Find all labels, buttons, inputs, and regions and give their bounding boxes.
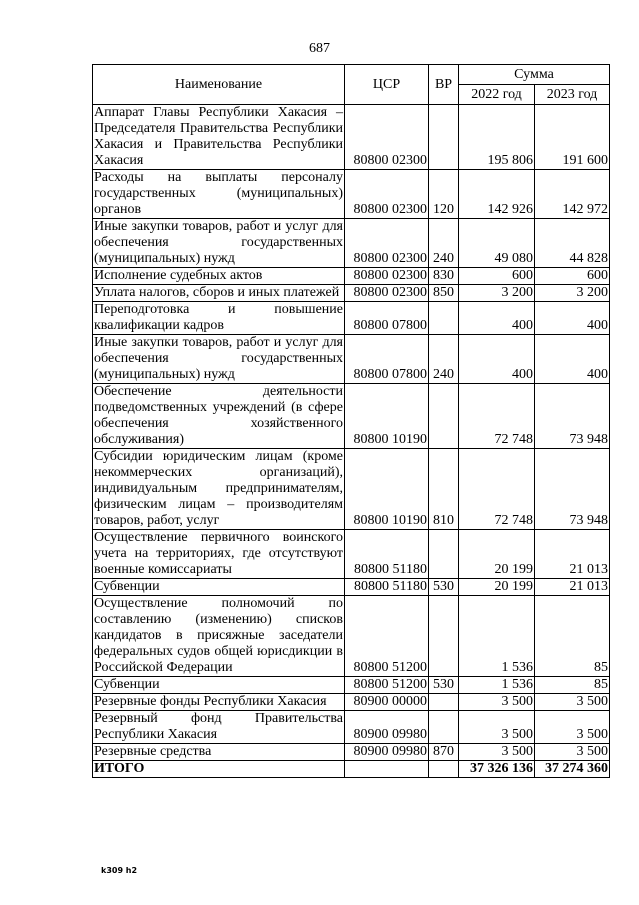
- table-row: [93, 384, 610, 449]
- row-sum-2023: 85: [535, 596, 610, 677]
- row-vr: 120: [429, 170, 459, 219]
- row-name: Субвенции: [93, 579, 345, 596]
- budget-table: [92, 64, 610, 778]
- row-csr: 80800 51200: [345, 677, 429, 694]
- row-sum-2022: 20 199: [459, 579, 535, 596]
- row-sum-2022: 72 748: [459, 449, 535, 530]
- total-2023: 37 274 360: [535, 761, 610, 778]
- row-vr: 870: [429, 744, 459, 761]
- row-csr: 80800 51180: [345, 530, 429, 579]
- table-body: [93, 105, 610, 761]
- row-name: Резервные фонды Республики Хакасия: [93, 694, 345, 711]
- row-name: Расходы на выплаты персоналу государственных (муниципальных) органов: [94, 170, 343, 217]
- row-vr: [429, 596, 459, 677]
- row-sum-2023: 3 500: [535, 694, 610, 711]
- row-vr: 810: [429, 449, 459, 530]
- table-row: [93, 335, 610, 384]
- total-label: ИТОГО: [93, 761, 345, 778]
- table-row: [93, 219, 610, 268]
- header-vr: ВР: [429, 65, 459, 105]
- row-csr: 80800 51180: [345, 579, 429, 596]
- row-sum-2023: 85: [535, 677, 610, 694]
- total-2022: 37 326 136: [459, 761, 535, 778]
- row-name: Осуществление полномочий по составлению (изменению) списков кандидатов в присяжные заседатели федеральных судов общей юрисдикции в Российской Федерации: [94, 596, 343, 675]
- header-year-2023: 2023 год: [535, 85, 610, 105]
- row-csr: 80900 09980: [345, 744, 429, 761]
- row-name: Осуществление первичного воинского учета на территориях, где отсутствуют военные комиссариаты: [94, 530, 343, 577]
- row-sum-2022: 1 536: [459, 677, 535, 694]
- row-sum-2023: 191 600: [535, 105, 610, 170]
- row-vr: [429, 694, 459, 711]
- row-vr: 530: [429, 579, 459, 596]
- row-csr: 80800 10190: [345, 384, 429, 449]
- row-csr: 80800 51200: [345, 596, 429, 677]
- row-csr: 80800 02300: [345, 268, 429, 285]
- row-name: Субсидии юридическим лицам (кроме некоммерческих организаций), индивидуальным предпринимателям, физическим лицам – производителям товаров, работ, услуг: [94, 449, 343, 528]
- header-name: Наименование: [93, 65, 345, 105]
- row-sum-2022: 195 806: [459, 105, 535, 170]
- row-name: Переподготовка и повышение квалификации кадров: [94, 302, 343, 333]
- footer-code: k309 h2: [101, 866, 138, 875]
- table-row: [93, 268, 610, 285]
- table-row: [93, 596, 610, 677]
- header-sum: Сумма: [459, 65, 610, 85]
- row-name: Резервные средства: [93, 744, 345, 761]
- row-name: Субвенции: [93, 677, 345, 694]
- row-sum-2022: 3 500: [459, 694, 535, 711]
- row-sum-2023: 73 948: [535, 384, 610, 449]
- row-vr: [429, 384, 459, 449]
- row-csr: 80800 02300: [345, 285, 429, 302]
- row-vr: [429, 302, 459, 335]
- row-sum-2022: 3 200: [459, 285, 535, 302]
- row-name: Исполнение судебных актов: [93, 268, 345, 285]
- row-sum-2022: 72 748: [459, 384, 535, 449]
- row-vr: [429, 105, 459, 170]
- row-sum-2023: 3 500: [535, 711, 610, 744]
- row-csr: 80800 02300: [345, 170, 429, 219]
- row-name: Уплата налогов, сборов и иных платежей: [93, 285, 345, 302]
- row-vr: 830: [429, 268, 459, 285]
- row-name: Резервный фонд Правительства Республики Хакасия: [94, 711, 343, 742]
- row-name: Иные закупки товаров, работ и услуг для обеспечения государственных (муниципальных) нужд: [94, 219, 343, 266]
- row-sum-2023: 400: [535, 302, 610, 335]
- row-vr: [429, 711, 459, 744]
- row-sum-2022: 49 080: [459, 219, 535, 268]
- table-row: [93, 170, 610, 219]
- row-sum-2023: 44 828: [535, 219, 610, 268]
- row-sum-2022: 400: [459, 335, 535, 384]
- row-sum-2023: 3 200: [535, 285, 610, 302]
- row-sum-2022: 600: [459, 268, 535, 285]
- row-csr: 80900 00000: [345, 694, 429, 711]
- row-name: Иные закупки товаров, работ и услуг для обеспечения государственных (муниципальных) нужд: [94, 335, 343, 382]
- row-sum-2023: 3 500: [535, 744, 610, 761]
- table-row: [93, 711, 610, 744]
- table-row: [93, 302, 610, 335]
- row-csr: 80900 09980: [345, 711, 429, 744]
- row-sum-2023: 600: [535, 268, 610, 285]
- row-sum-2023: 142 972: [535, 170, 610, 219]
- row-sum-2022: 1 536: [459, 596, 535, 677]
- row-sum-2023: 21 013: [535, 530, 610, 579]
- row-name: Аппарат Главы Республики Хакасия – Председателя Правительства Республики Хакасия и Правительства Республики Хакасия: [94, 105, 343, 168]
- table-row: [93, 677, 610, 694]
- row-sum-2022: 20 199: [459, 530, 535, 579]
- table-row: [93, 579, 610, 596]
- table-row: [93, 744, 610, 761]
- row-vr: 240: [429, 335, 459, 384]
- header-year-2022: 2022 год: [459, 85, 535, 105]
- table-row: [93, 530, 610, 579]
- total-row: [93, 761, 610, 778]
- row-vr: 850: [429, 285, 459, 302]
- total-csr: [345, 761, 429, 778]
- row-name: Обеспечение деятельности подведомственных учреждений (в сфере обеспечения хозяйственного обслуживания): [94, 384, 343, 447]
- row-sum-2022: 400: [459, 302, 535, 335]
- row-vr: [429, 530, 459, 579]
- table-row: [93, 285, 610, 302]
- row-vr: 530: [429, 677, 459, 694]
- header-csr: ЦСР: [345, 65, 429, 105]
- row-csr: 80800 02300: [345, 219, 429, 268]
- page-number: 687: [309, 41, 330, 56]
- table-row: [93, 105, 610, 170]
- row-csr: 80800 07800: [345, 335, 429, 384]
- row-csr: 80800 10190: [345, 449, 429, 530]
- row-csr: 80800 07800: [345, 302, 429, 335]
- row-sum-2022: 3 500: [459, 744, 535, 761]
- row-sum-2023: 21 013: [535, 579, 610, 596]
- total-vr: [429, 761, 459, 778]
- row-vr: 240: [429, 219, 459, 268]
- row-sum-2023: 400: [535, 335, 610, 384]
- row-sum-2022: 142 926: [459, 170, 535, 219]
- row-csr: 80800 02300: [345, 105, 429, 170]
- row-sum-2022: 3 500: [459, 711, 535, 744]
- table-row: [93, 449, 610, 530]
- table-row: [93, 694, 610, 711]
- row-sum-2023: 73 948: [535, 449, 610, 530]
